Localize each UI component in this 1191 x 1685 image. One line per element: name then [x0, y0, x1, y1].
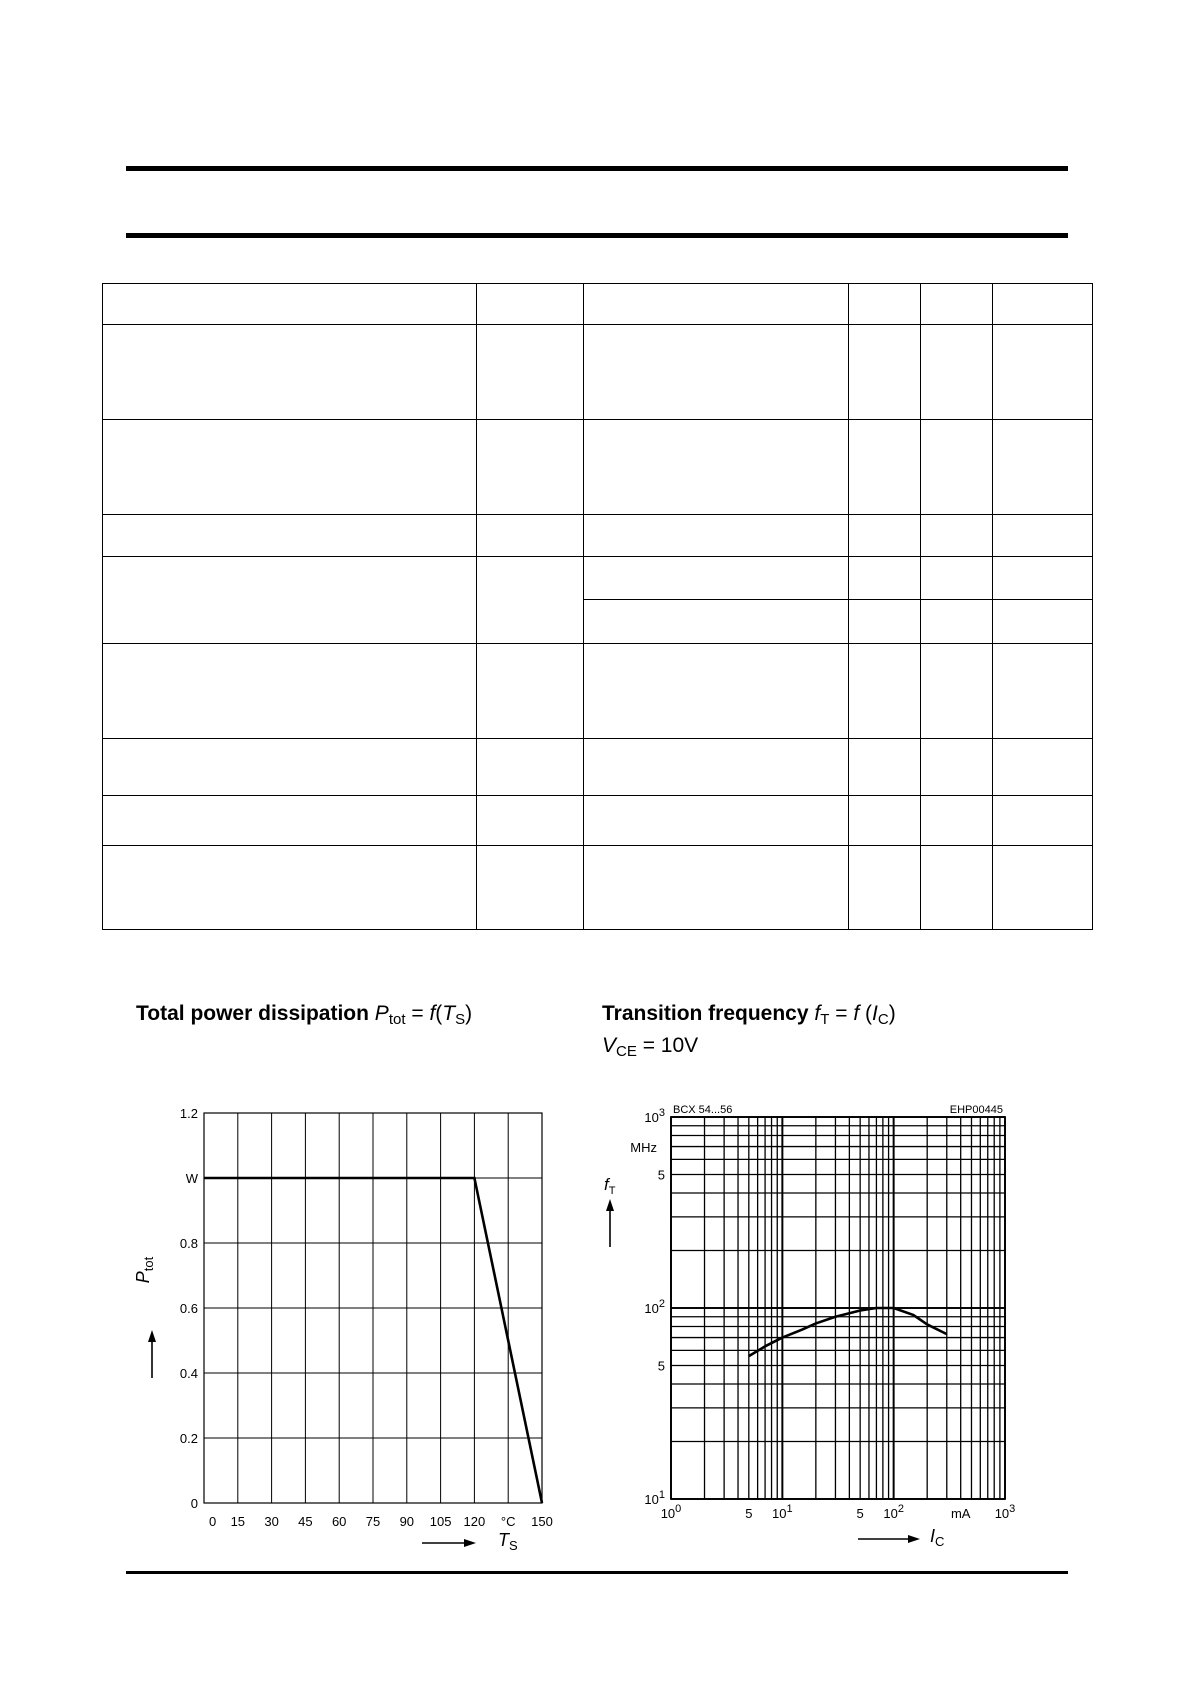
y-tick-label: $10^3$ [644, 1107, 665, 1125]
y-tick-label: $10^2$ [644, 1298, 665, 1316]
x-tick-label: 105 [429, 1514, 452, 1529]
x-tick-label: 45 [298, 1514, 313, 1529]
title-eq: = [829, 1002, 854, 1025]
title-arg-open: ( [859, 1002, 873, 1025]
y-tick-label: 0 [190, 1496, 198, 1511]
title-arg: I [872, 1002, 878, 1025]
title-arg-close: ) [465, 1002, 473, 1025]
y-tick-label: 5 [657, 1358, 665, 1374]
x-tick-label: 0 [209, 1514, 217, 1529]
series-line [749, 1308, 947, 1356]
y-axis-label: $P_{tot}$ [133, 1256, 156, 1284]
subtitle-symbol: V [602, 1034, 617, 1057]
x-tick-label: $10^1$ [772, 1503, 793, 1521]
y-tick-label: 0.6 [179, 1301, 198, 1316]
x-tick-label: $10^3$ [994, 1503, 1016, 1521]
title-symbol: f [814, 1002, 821, 1025]
title-func: f [429, 1002, 436, 1025]
x-tick-label: 30 [264, 1514, 279, 1529]
x-tick-label: °C [500, 1514, 516, 1529]
title-symbol-sub: tot [388, 1011, 406, 1028]
title-symbol-sub: T [820, 1011, 830, 1028]
title-arg: T [442, 1002, 456, 1025]
y-tick-label: 1.2 [179, 1106, 198, 1121]
y-tick-label: $10^1$ [644, 1489, 665, 1507]
y-axis-label: $f_T$ [604, 1175, 616, 1197]
x-tick-label: $10^2$ [883, 1503, 904, 1521]
part-number-label: BCX 54...56 [673, 1104, 733, 1116]
x-tick-label: 60 [331, 1514, 347, 1529]
title-arg-open: ( [435, 1002, 443, 1025]
figure-code-label: EHP00445 [949, 1104, 1003, 1116]
footer-rule [126, 1571, 1068, 1574]
title-arg-sub: S [455, 1011, 466, 1028]
x-tick-label: 150 [531, 1514, 553, 1529]
title-arg-close: ) [888, 1002, 896, 1025]
x-tick-label: 75 [365, 1514, 381, 1529]
y-tick-label: 0.4 [179, 1366, 198, 1381]
x-unit-label: mA [950, 1506, 971, 1521]
x-tick-label: 5 [745, 1506, 753, 1521]
y-tick-label: 0.2 [179, 1431, 198, 1446]
title-arg-sub: C [877, 1011, 889, 1028]
title-func: f [853, 1002, 860, 1025]
title-eq: = [405, 1002, 430, 1025]
title-text: Transition frequency [602, 1002, 815, 1025]
x-axis-arrow [908, 1535, 920, 1543]
x-tick-label: 5 [856, 1506, 864, 1521]
y-axis-arrow [606, 1199, 614, 1211]
x-tick-label: 120 [463, 1514, 486, 1529]
x-tick-label: 90 [399, 1514, 415, 1529]
y-unit-label: MHz [630, 1140, 657, 1155]
y-tick-label: 0.8 [179, 1236, 198, 1251]
x-axis-label: $T_S$ [498, 1530, 518, 1553]
title-text: Total power dissipation [136, 1002, 375, 1025]
x-axis-label: $I_C$ [930, 1526, 945, 1549]
subtitle-rest: = 10V [636, 1034, 699, 1057]
x-tick-label: 15 [230, 1514, 246, 1529]
x-tick-label: $10^0$ [660, 1503, 682, 1521]
title-symbol: P [374, 1002, 389, 1025]
y-tick-label: 5 [657, 1167, 665, 1183]
subtitle-symbol-sub: CE [616, 1043, 637, 1060]
y-tick-label: W [185, 1171, 198, 1186]
